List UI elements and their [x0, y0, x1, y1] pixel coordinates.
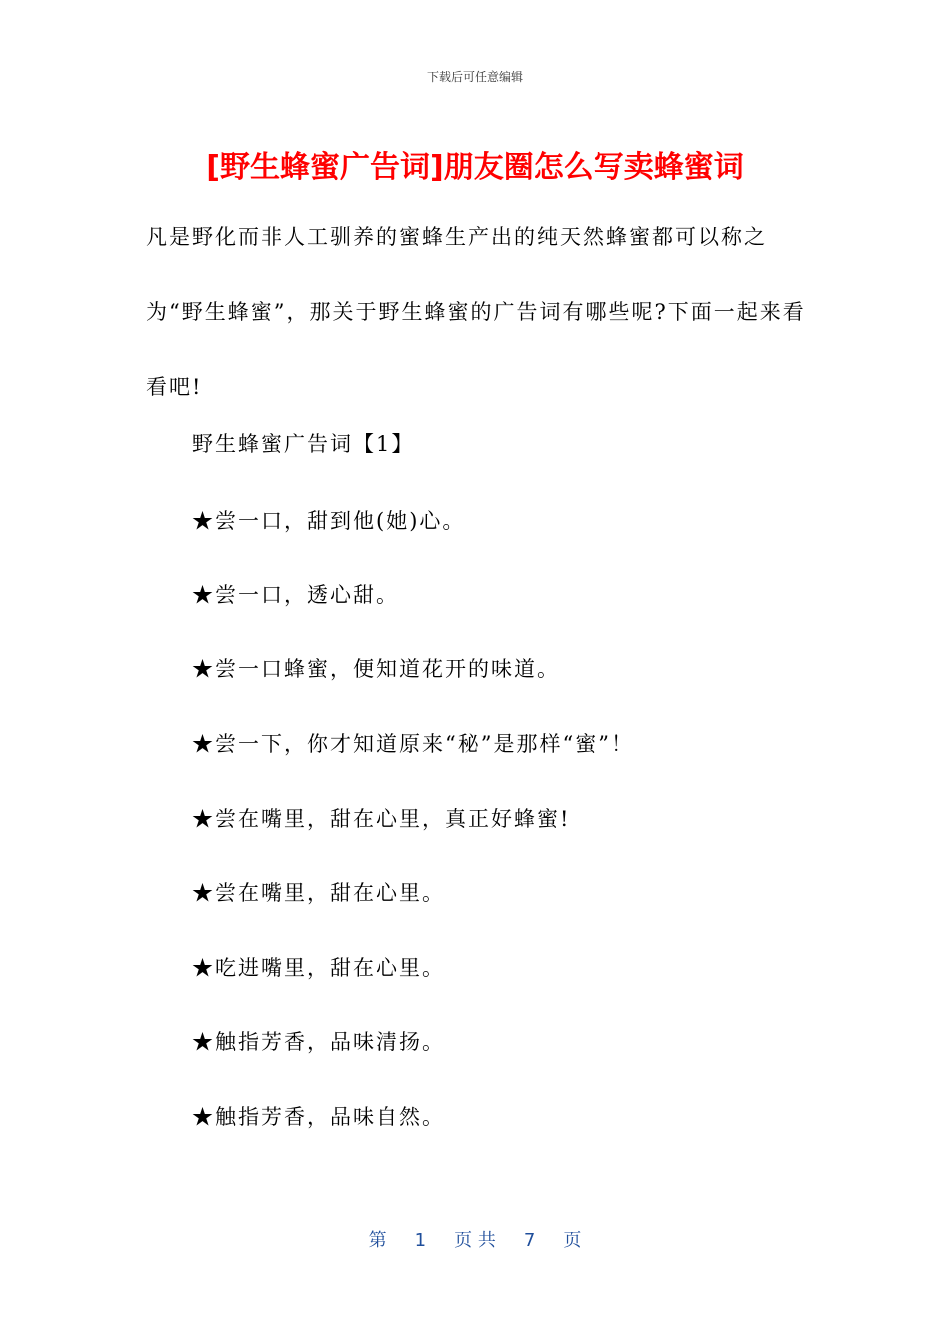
- slogan-item: ★触指芳香，品味清扬。: [192, 1030, 445, 1054]
- slogan-item: ★吃进嘴里，甜在心里。: [192, 956, 445, 980]
- footer-suffix: 页: [563, 1230, 582, 1251]
- footer-prefix: 第: [368, 1230, 387, 1251]
- document-title: [野生蜂蜜广告词]朋友圈怎么写卖蜂蜜词: [206, 150, 744, 185]
- slogan-item: ★尝在嘴里，甜在心里，真正好蜂蜜!: [192, 807, 571, 831]
- slogan-item: ★尝一下，你才知道原来“秘”是那样“蜜”！: [192, 732, 634, 756]
- section-heading: 野生蜂蜜广告词【1】: [192, 432, 415, 456]
- slogan-item: ★触指芳香，品味自然。: [192, 1105, 445, 1129]
- page-footer: [0, 1226, 950, 1252]
- slogan-item: ★尝一口蜂蜜，便知道花开的味道。: [192, 657, 560, 681]
- intro-paragraph: 凡是野化而非人工驯养的蜜蜂生产出的纯天然蜂蜜都可以称之为“野生蜂蜜”，那关于野生蜂蜜的广告词有哪些呢?下面一起来看看吧!: [146, 225, 806, 399]
- footer-current-page: 1: [414, 1230, 427, 1251]
- slogan-item: ★尝在嘴里，甜在心里。: [192, 881, 445, 905]
- slogan-item: ★尝一口，透心甜。: [192, 583, 399, 607]
- footer-total-pages: 7: [523, 1230, 536, 1251]
- footer-middle: 页 共: [454, 1230, 496, 1251]
- header-note: 下载后可任意编辑: [426, 70, 523, 84]
- slogan-item: ★尝一口，甜到他(她)心。: [192, 509, 466, 533]
